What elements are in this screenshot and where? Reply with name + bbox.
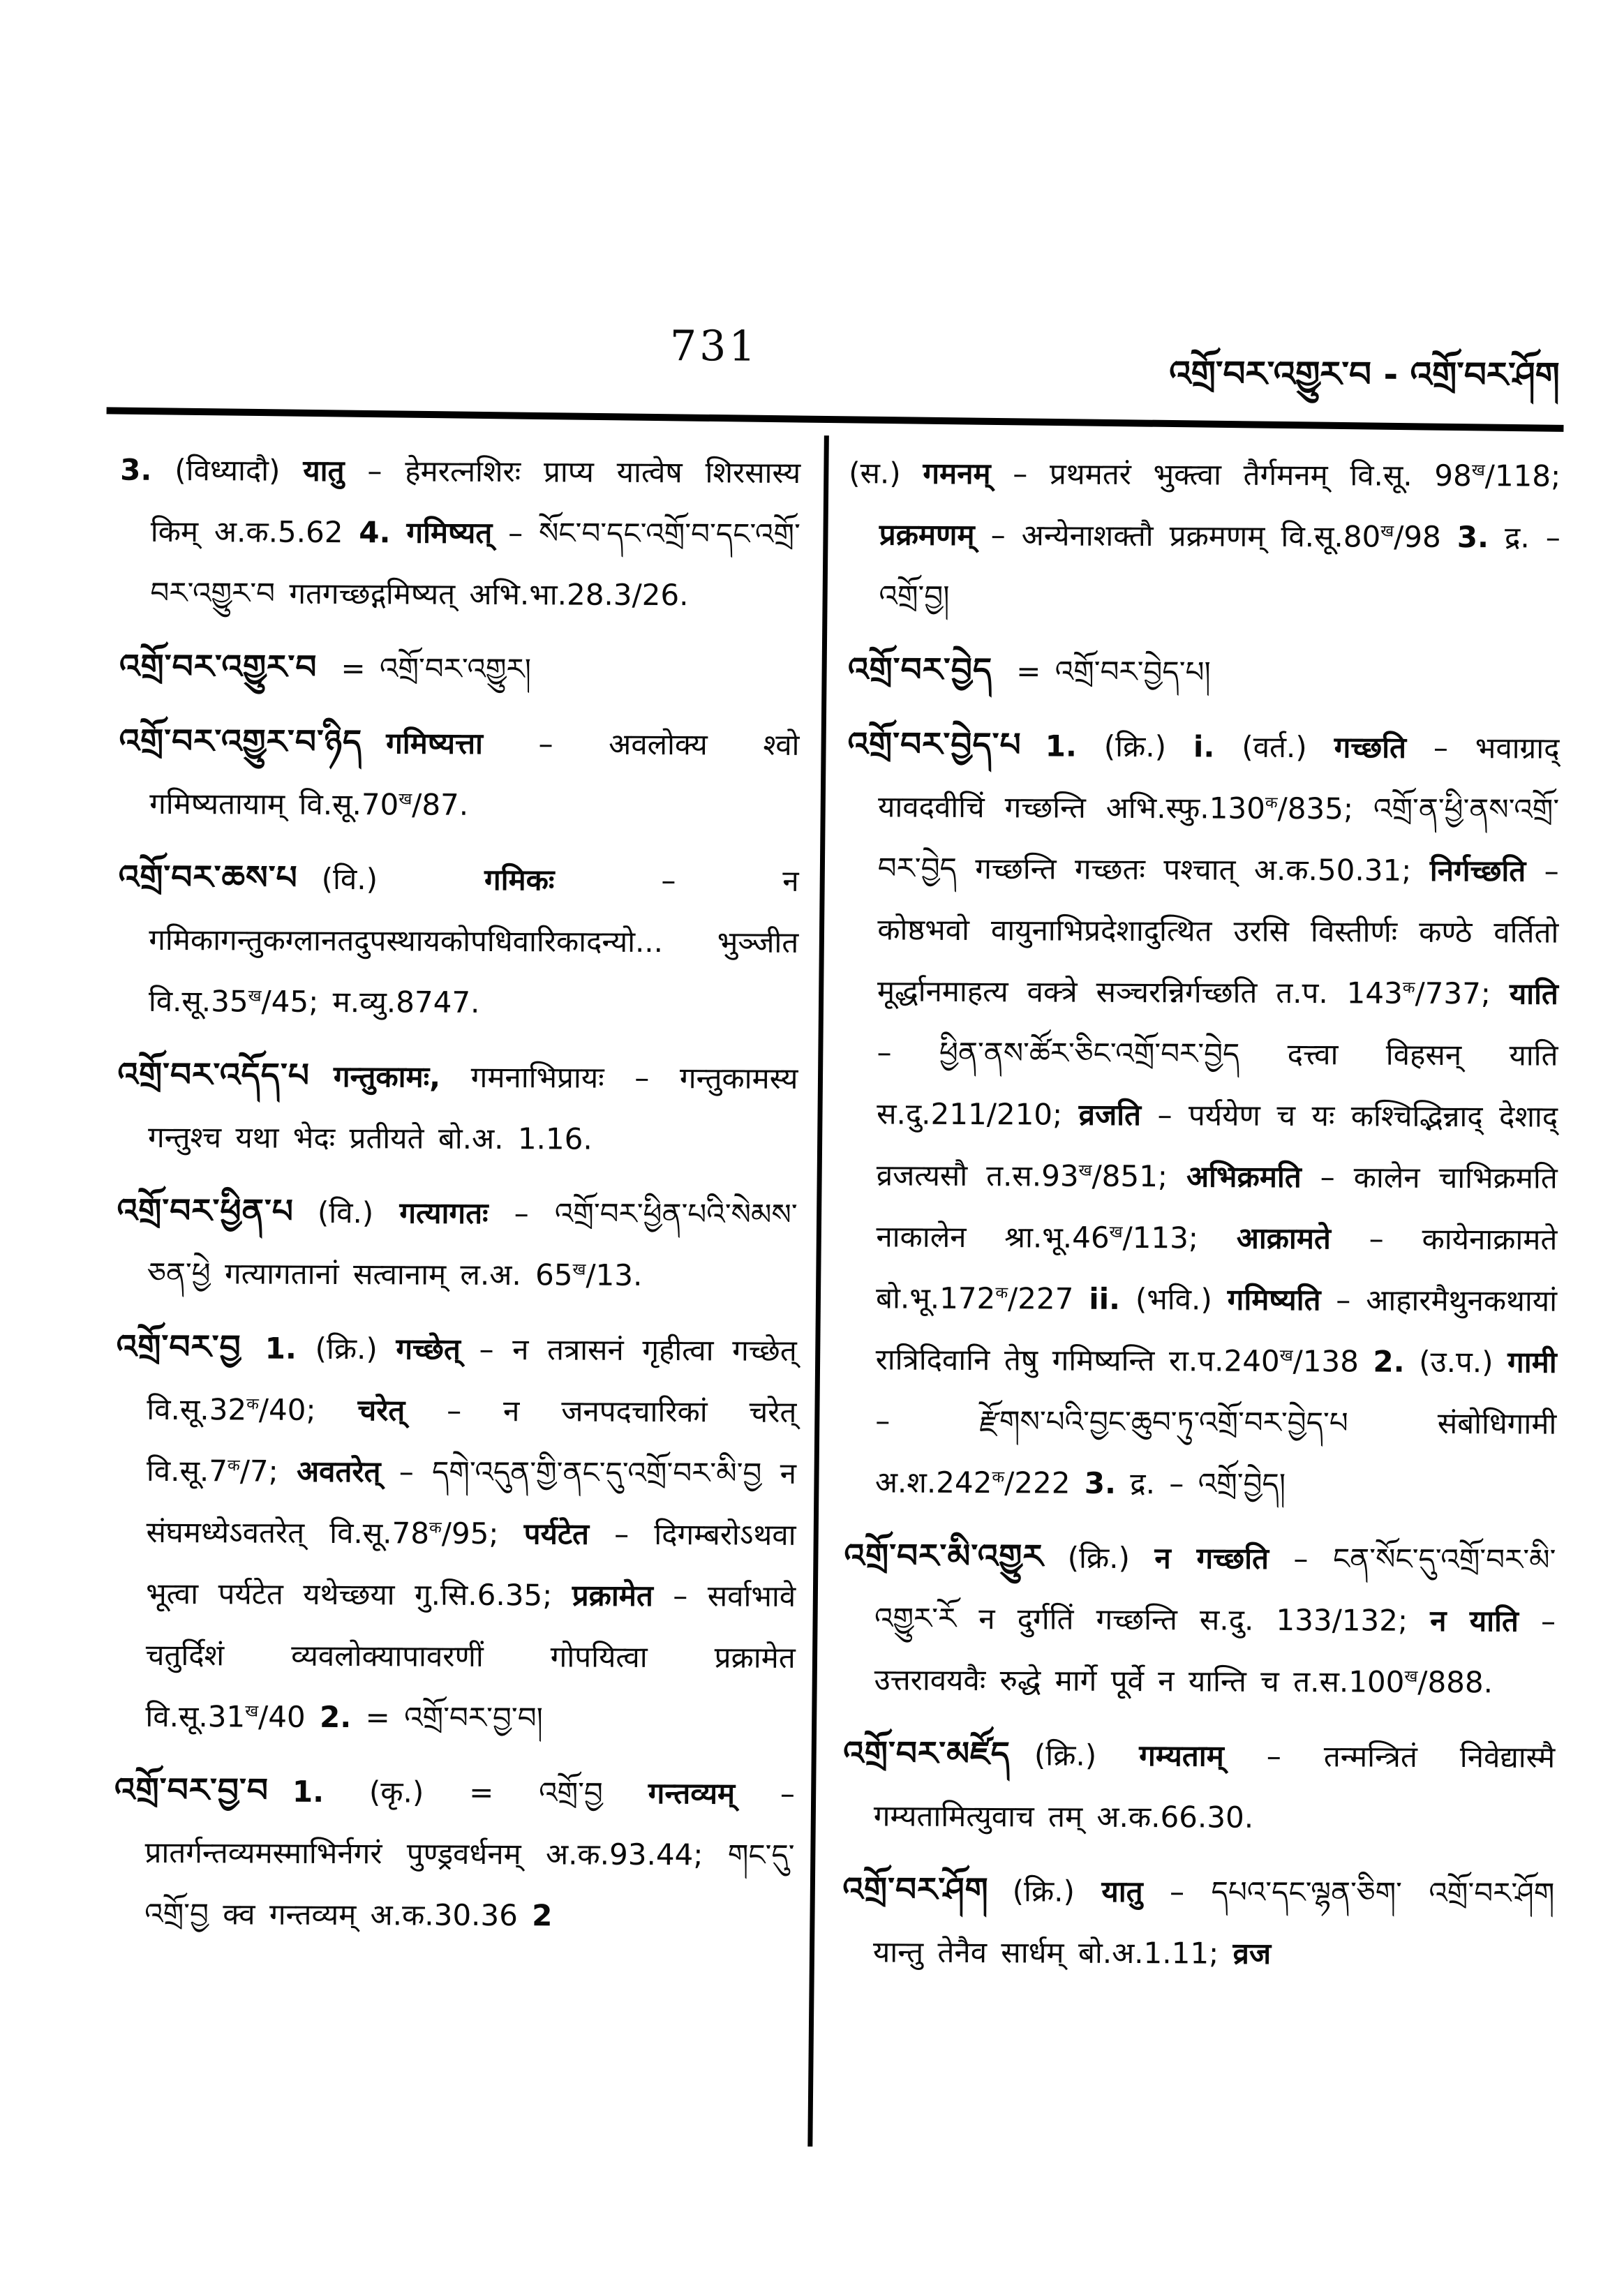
entry-headword: འགྲོ་བར་འགྱུར་བ་ཉིད [119,722,363,762]
entry-body: गमिष्यत्ता – अवलोक्य श्वो गमिष्यतायाम् $वि.सू.70^ख/87$. [149,726,800,822]
dictionary-entry [843,1525,1556,1713]
entry-headword: འགྲོ་བར་མི་འགྱུར [844,1537,1044,1576]
entry-headword: འགྲོ་བར་ཤོག [842,1870,989,1910]
dictionary-entry [842,1859,1555,1985]
column-divider [807,435,829,2147]
dictionary-entry [117,1181,798,1307]
entry-body: 1. (क्रि.) i. (वर्त.) गच्छति – भवाग्राद् यावदवीचिं गच्छन्ति $अभि.स्फु.130^क/835$; འགྲོ་ན་ཕྱི་ནས་འགྲོ་བར་བྱེད गच्छन्ति गच्छतः पश्चात् अ.क.50.31; निर्गच्छति – कोष्ठभवो वायुनाभिप्रदेशादुत्थित उरसि विस्तीर्णः कण्ठे वर्तितो मूर्द्धानमाहत्य वक्त्रे सञ्चरन्निर्गच्छति त.प. $143^क/737$; याति – ཕྱིན་ནས་ཚོར་ཅིང་འགྲོ་བར་བྱེད दत्त्वा विहसन् याति स.दु.211/210; व्रजति – पर्ययेण च यः कश्चिद्भिन्नाद् देशाद् व्रजत्यसौ $त.स.93^ख/851$; अभिक्रमति – कालेन चाभिक्रमति नाकालेन $श्रा.भू.46^ख/113$; आक्रामते – कायेनाक्रामते $बो.भू.172^क/227$ ii. (भवि.) गमिष्यति – आहारमैथुनकथायां रात्रिदिवानि तेषु गमिष्यन्ति $रा.प.240^ख/138$ 2. (उ.प.) गामी – རྫོགས་པའི་བྱང་ཆུབ་ཏུ་འགྲོ་བར་བྱེད་པ संबोधिगामी $अ.श.242^क/222$ 3. द्र. – འགྲོ་བྱེད། [874,729,1560,1501]
dictionary-entry [119,711,800,837]
entry-body: 3. (विध्यादौ) यातु – हेमरत्नशिरः प्राप्य यात्वेष शिरसास्य किम् अ.क.5.62 4. गमिष्यत् – སོང་བ་དང་འགྲོ་བ་དང་འགྲོ་བར་འགྱུར་བ गतगच्छद्गमिष्यत् अभि.भा.28.3/26. [120,452,801,613]
dictionary-entry [114,1760,795,1948]
entry-body: 1. (क्रि.) गच्छेत् – न तत्रासनं गृहीत्वा गच्छेत् $वि.सू.32^क/40$; चरेत् – न जनपदचारिकां चरेत् $वि.सू.7^क/7$; अवतरेत् – དགེ་འདུན་གྱི་ནང་དུ་འགྲོ་བར་མི་བྱ न संघमध्येऽवतरेत् $वि.सू.78^क/95$; पर्यटेत – दिगम्बरोऽथवा भूत्वा पर्यटेत यथेच्छया गु.सि.6.35; प्रक्रामेत – सर्वाभावे चतुर्दिशं व्यवलोक्यापावरणीं गोपयित्वा प्रक्रामेत $वि.सू.31^ख/40$ 2. = འགྲོ་བར་བྱ་བ། [145,1331,797,1736]
entry-body: (वि.) गत्यागतः – འགྲོ་བར་ཕྱིན་པའི་སེམས་ཅན་ཕྱེ गत्यागतानां सत्वानाम् ल.अ. $65^ख/13$. [147,1195,798,1292]
dictionary-entry [114,1317,797,1750]
entry-headword: འགྲོ་བར་མཛོད [843,1734,1011,1774]
dictionary-entry [844,714,1560,1516]
entry-body: (क्रि.) न गच्छति – ངན་སོང་དུ་འགྲོ་བར་མི་འགྱུར་རོ न दुर्गतिं गच्छन्ति स.दु. 133/132; न याति – उत्तरावयवैः रुद्धे मार्गे पूर्वे न यान्ति च $त.स.100^ख/888$. [874,1540,1556,1700]
left-column [114,440,800,1960]
entry-headword: འགྲོ་བར་ཆས་པ [118,858,298,897]
entry-body: (क्रि.) यातु – དཔའ་དང་ལྷན་ཅིག་ འགྲོ་བར་ཤོག यान्तु तेनैव सार्धम् बो.अ.1.11; व्रज [872,1874,1555,1971]
dictionary-entry [848,639,1560,704]
guide-words: འགྲོ་བར་འགྱུར་བ - འགྲོ་བར་ཤོག [1169,353,1560,396]
page-number: 731 [669,322,759,371]
dictionary-entry [118,847,799,1035]
entry-body: 1. (कृ.) = འགྲོ་བྱ गन्तव्यम् – प्रातर्गन्तव्यमस्माभिर्नगरं पुण्ड्रवर्धनम् अ.क.93.44; གང་དུ་འགྲོ་བྱ क्व गन्तव्यम् अ.क.30.36 2 [144,1774,796,1933]
entry-headword: འགྲོ་བར་འདོད་པ [117,1055,311,1095]
entry-headword: འགྲོ་བར་ཕྱིན་པ [117,1191,295,1231]
dictionary-entry [848,442,1560,629]
entry-body: (वि.) गमिकः – न गमिकागन्तुकग्लानतदुपस्थायकोपधिवारिकादन्यो... भुञ्जीत $वि.सू.35^ख/45$; म.व्यु.8747. [148,861,799,1020]
entry-body: (स.) गमनम् – प्रथमतरं भुक्त्वा तैर्गमनम् वि.सू. $98^ख/118$; प्रक्रमणम् – अन्येनाशक्तौ प्रक्रमणम् $वि.सू.80^ख/98$ 3. द्र. – འགྲོ་བྱ། [849,456,1561,613]
dictionary-entry [119,636,800,701]
entry-headword: འགྲོ་བར་བྱེད [847,650,993,690]
entry-headword: འགྲོ་བར་བྱ་བ [114,1770,269,1810]
entry-headword: འགྲོ་བར་བྱེད་པ [847,725,1022,765]
entry-body: = འགྲོ་བར་འགྱུར། [341,651,532,687]
entry-body: = འགྲོ་བར་བྱེད་པ། [1016,654,1211,689]
dictionary-entry [843,1723,1556,1849]
entry-headword: འགྲོ་བར་བྱ [116,1327,241,1367]
right-column [842,442,1561,1998]
entry-headword: འགྲོ་བར་འགྱུར་བ [119,647,318,687]
dictionary-entry [119,440,800,627]
dictionary-entry [117,1045,798,1171]
entry-body: गन्तुकामः, गमनाभिप्रायः – गन्तुकामस्य गन्तुश्च यथा भेदः प्रतीयते बो.अ. 1.16. [147,1059,798,1156]
entry-body: (क्रि.) गम्यताम् – तन्मन्त्रितं निवेद्यास्मै गम्यतामित्युवाच तम् अ.क.66.30. [873,1738,1556,1835]
